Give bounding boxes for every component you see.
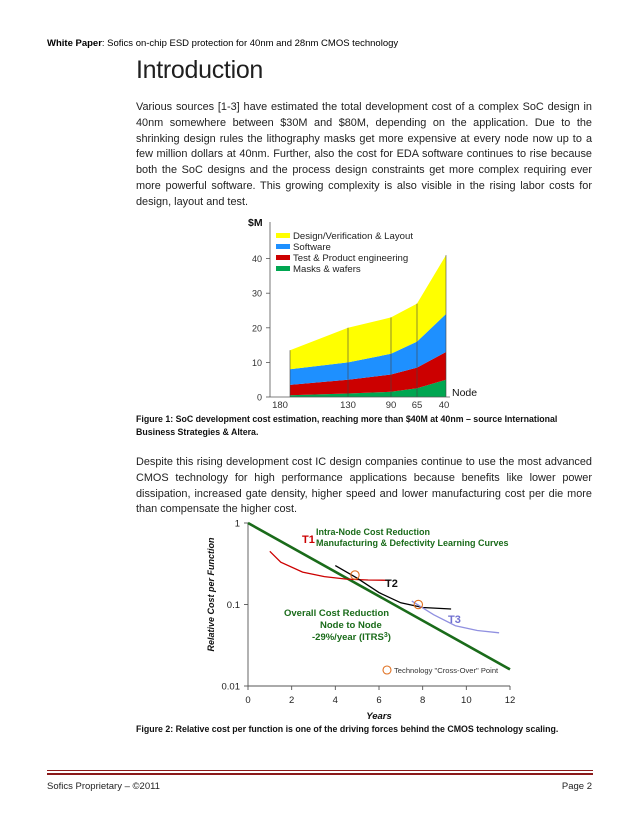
footer-left: Sofics Proprietary – ©2011 <box>47 781 160 792</box>
y-tick-label: 40 <box>251 254 262 265</box>
annotation-overall-1: Overall Cost Reduction <box>284 608 390 619</box>
y-tick-label: 0.1 <box>226 600 240 611</box>
x-tick-label: 6 <box>376 695 382 706</box>
x-tick-label: 0 <box>245 695 251 706</box>
figure-1-caption: Figure 1: SoC development cost estimation, reaching more than $40M at 40nm – source International Business Strategies & Altera. <box>136 414 558 437</box>
x-tick-label: 2 <box>289 695 295 706</box>
section-title: Introduction <box>136 56 264 84</box>
legend-swatch <box>276 244 290 249</box>
paragraph-1: Various sources [1-3] have estimated the total development cost of a complex SoC design in 40nm somewhere between $30M and $80M, depending on the application. Due to the shrinking design rules the lithography masks get more expensive at every node now up to a few million dollars at 40nm. Further, also the cost for EDA software continues to rise because both the SoC designs and the process design constraints get more complex requiring ever more powerful software. This growing complexity is also visible in the rising labor costs for design, layout and test. <box>136 101 592 208</box>
annotation-overall-3: -29%/year (ITRS$^3$) <box>312 632 391 643</box>
x-tick-label: 8 <box>420 695 426 706</box>
footer-rule <box>47 770 593 771</box>
x-tick-label: 10 <box>461 695 472 706</box>
x-tick-label: 65 <box>411 400 423 411</box>
x-tick-label: 4 <box>332 695 338 706</box>
figure-2-caption: Figure 2: Relative cost per function is one of the driving forces behind the CMOS technology scaling. <box>136 724 559 734</box>
paragraph-2: Despite this rising development cost IC design companies continue to use the most advanced CMOS technology for high performance applications because benefits like lower power dissipation, increased gate density, higher speed and lower manufacturing cost per die more than compensate the higher cost. <box>136 456 592 516</box>
annotation-learning-curves: Manufacturing & Defectivity Learning Curves <box>316 538 509 548</box>
footer-page-number: Page 2 <box>561 781 592 792</box>
y-axis-label: $M <box>248 217 263 229</box>
y-tick-label: 0.01 <box>221 681 240 693</box>
y-tick-label: 0 <box>256 392 262 403</box>
label-t3: T3 <box>448 614 461 626</box>
legend-entry: Test & Product engineering <box>293 253 409 264</box>
x-tick-label: 40 <box>438 400 450 411</box>
series-line-t1 <box>270 551 390 580</box>
header-title: : Sofics on-chip ESD protection for 40nm and 28nm CMOS technology <box>101 38 399 49</box>
running-header <box>47 38 398 49</box>
x-tick-label: 90 <box>385 400 397 411</box>
label-t1: T1 <box>302 534 315 546</box>
figure-1-chart <box>226 212 482 412</box>
header-label: White Paper <box>47 38 102 49</box>
x-tick-label: 180 <box>272 400 288 411</box>
footer-rule-thick <box>47 773 593 775</box>
annotation-intra-node: Intra-Node Cost Reduction <box>316 527 430 537</box>
crossover-legend-label: Technology "Cross-Over" Point <box>394 666 499 675</box>
y-tick-label: 30 <box>251 288 262 299</box>
legend-swatch <box>276 266 290 271</box>
legend-entry: Software <box>293 242 331 253</box>
y-tick-label: 20 <box>251 323 262 334</box>
label-t2: T2 <box>385 578 398 590</box>
y-tick-label: 10 <box>251 357 262 368</box>
legend-entry: Design/Verification & Layout <box>293 231 413 242</box>
x-axis-label: Years <box>366 711 392 722</box>
x-tick-label: 12 <box>504 695 516 706</box>
legend-swatch <box>276 233 290 238</box>
legend-entry: Masks & wafers <box>293 264 361 275</box>
crossover-legend-icon <box>383 666 391 674</box>
figure-2-chart <box>198 515 522 725</box>
legend-swatch <box>276 255 290 260</box>
x-tick-label: 130 <box>340 400 356 411</box>
y-tick-label: 1 <box>234 518 240 530</box>
annotation-overall-2: Node to Node <box>320 620 382 631</box>
y-axis-label: Relative Cost per Function <box>206 537 216 652</box>
x-axis-label: Node <box>452 387 478 399</box>
